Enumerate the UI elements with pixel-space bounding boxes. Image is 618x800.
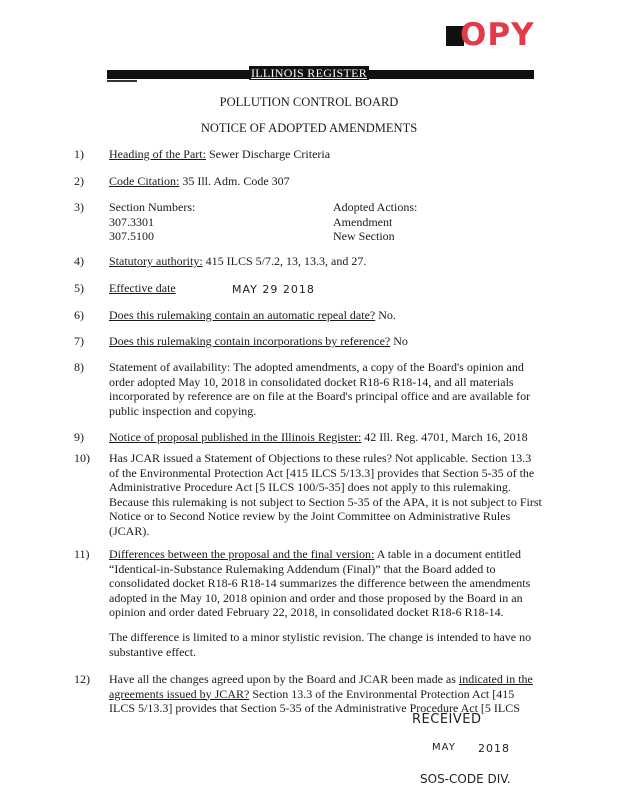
received-stamp-title: RECEIVED [412,712,482,727]
item-statutory-authority: Statutory authority: 415 ILCS 5/7.2, 13, 13.3, and 27. [109,254,367,268]
notice-title: NOTICE OF ADOPTED AMENDMENTS [200,121,418,135]
item-automatic-repeal: Does this rulemaking contain an automatic repeal date? No. [109,308,396,322]
item-number: 9) [74,430,84,444]
item-number: 10) [74,451,90,465]
received-stamp-month: MAY [432,742,456,753]
copy-stamp [446,18,548,52]
item-number: 7) [74,334,84,348]
adopted-actions: Adopted Actions: Amendment New Section [333,200,418,243]
copy-stamp-text: OPY [460,17,535,53]
item-number: 1) [74,147,84,161]
section-numbers: Section Numbers: 307.3301 307.5100 [109,200,196,243]
item-number: 6) [74,308,84,322]
item-number: 4) [74,254,84,268]
item-jcar-objections: Has JCAR issued a Statement of Objections to these rules? Not applicable. Section 13.3 of the Environmental Protection Act [415 ILCS 5/13.3] provides that Section 5-35 of the Administrative Procedure Act [5 ILCS 100/5-35] does not apply to this rulemaking. Because this rulemaking is not subject to Section 5-35 of the APA, it is not subject to First Notice or to Second Notice review by the Joint Committee on Administrative Rules (JCAR). [109,451,542,538]
agency-title: POLLUTION CONTROL BOARD [219,95,399,109]
item-number: 11) [74,547,90,561]
item-statement-of-availability: Statement of availability: The adopted amendments, a copy of the Board's opinion and order adopted May 10, 2018 in consolidated docket R18-6 R18-14, and all materials incorporated by reference are on file at the Board's principal office and are available for public inspection and copying. [109,360,531,418]
item-incorporations: Does this rulemaking contain incorporations by reference? No [109,334,408,348]
item-number: 5) [74,281,84,295]
item-number: 8) [74,360,84,374]
item-number: 12) [74,672,90,686]
received-stamp-year: 2018 [478,742,510,755]
item-number: 2) [74,174,84,188]
item-number: 3) [74,200,84,214]
item-notice-of-proposal: Notice of proposal published in the Illinois Register: 42 Ill. Reg. 4701, March 16, 2018 [109,430,528,444]
item-code-citation: Code Citation: 35 Ill. Adm. Code 307 [109,174,290,188]
received-stamp-division: SOS-CODE DIV. [420,772,511,786]
item-differences: Differences between the proposal and the final version: A table in a document entitled “Identical-in-Substance Rulemaking Addendum (Final)” that the Board added to consolidated docket R18-6 R18-14 summarizes the difference between the amendments adopted in the May 10, 2018 opinion and order and those proposed by the Board in an opinion and order dated February 22, 2018, in consolidated docket R18-6 R18-14. [109,547,531,619]
register-title: ILLINOIS REGISTER [250,66,368,80]
item-effective-date-label: Effective date [109,281,176,295]
item-jcar-agreements: Have all the changes agreed upon by the Board and JCAR been made as indicated in the agreements issued by JCAR? Section 13.3 of the Environmental Protection Act [415 ILCS 5/13.3] provides that Section 5-35 of the Administrative Procedure Act [5 ILCS [109,672,533,715]
item-differences-para2: The difference is limited to a minor stylistic revision. The change is intended to have no substantive effect. [109,630,532,659]
item-heading-of-part: Heading of the Part: Sewer Discharge Criteria [109,147,331,161]
effective-date-stamp: MAY 29 2018 [232,283,315,296]
